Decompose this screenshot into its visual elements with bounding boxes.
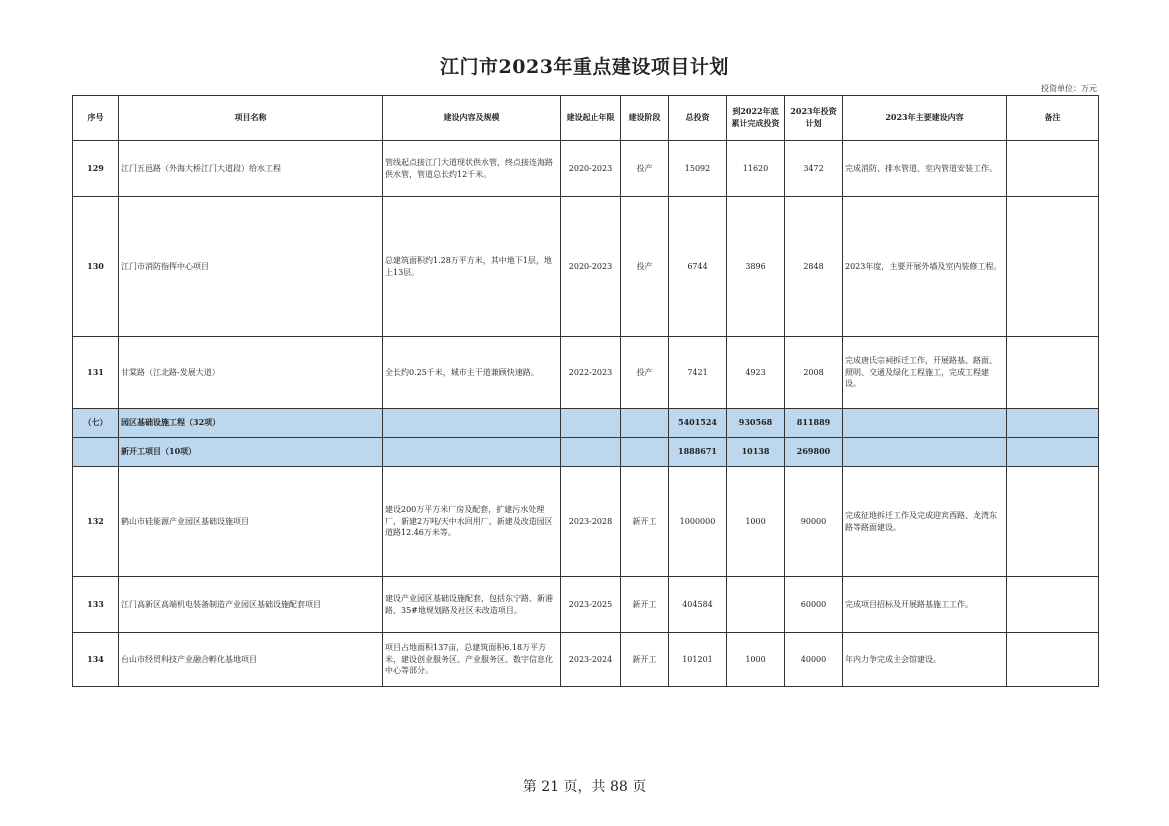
cell-content2023: 2023年度，主要开展外墙及室内装修工程。 (843, 197, 1007, 337)
cell-period (561, 438, 621, 467)
project-table (72, 95, 1099, 687)
cell-name: 新开工项目（10项） (119, 438, 383, 467)
cell-cumulative: 930568 (727, 409, 785, 438)
cell-plan2023: 3472 (785, 141, 843, 197)
cell-period: 2022-2023 (561, 337, 621, 409)
cell-seq: 129 (73, 141, 119, 197)
header-scope: 建设内容及规模 (383, 96, 561, 141)
cell-stage: 新开工 (621, 577, 669, 633)
cell-seq: （七） (73, 409, 119, 438)
group-row (73, 409, 1099, 438)
cell-total: 7421 (669, 337, 727, 409)
cell-remark (1007, 633, 1099, 687)
cell-remark (1007, 438, 1099, 467)
table-row (73, 337, 1099, 409)
cell-scope (383, 438, 561, 467)
cell-stage: 投产 (621, 197, 669, 337)
cell-seq: 130 (73, 197, 119, 337)
cell-name: 鹤山市硅能源产业园区基础设施项目 (119, 467, 383, 577)
cell-stage: 新开工 (621, 467, 669, 577)
cell-cumulative: 11620 (727, 141, 785, 197)
cell-plan2023: 269800 (785, 438, 843, 467)
cell-stage: 投产 (621, 337, 669, 409)
cell-cumulative: 1000 (727, 467, 785, 577)
cell-seq: 132 (73, 467, 119, 577)
cell-total: 15092 (669, 141, 727, 197)
header-remark: 备注 (1007, 96, 1099, 141)
cell-period (561, 409, 621, 438)
table-row (73, 467, 1099, 577)
cell-stage: 投产 (621, 141, 669, 197)
cell-scope: 项目占地面积137亩，总建筑面积6.18万平方米，建设创业服务区、产业服务区、数字信息化中心等部分。 (383, 633, 561, 687)
cell-cumulative (727, 577, 785, 633)
cell-total: 1000000 (669, 467, 727, 577)
table-row (73, 577, 1099, 633)
cell-scope: 总建筑面积约1.28万平方米，其中地下1层，地上13层。 (383, 197, 561, 337)
page-footer: 第 21 页，共 88 页 (522, 779, 647, 795)
cell-remark (1007, 337, 1099, 409)
header-seq: 序号 (73, 96, 119, 141)
cell-stage (621, 409, 669, 438)
table-row (73, 633, 1099, 687)
cell-total: 5401524 (669, 409, 727, 438)
group-row (73, 438, 1099, 467)
cell-stage: 新开工 (621, 633, 669, 687)
cell-cumulative: 3896 (727, 197, 785, 337)
cell-period: 2023-2024 (561, 633, 621, 687)
cell-cumulative: 10138 (727, 438, 785, 467)
cell-remark (1007, 197, 1099, 337)
unit-note: 投资单位：万元 (1041, 84, 1097, 93)
cell-period: 2023-2028 (561, 467, 621, 577)
cell-seq: 134 (73, 633, 119, 687)
cell-total: 404584 (669, 577, 727, 633)
cell-remark (1007, 577, 1099, 633)
cell-plan2023: 40000 (785, 633, 843, 687)
table-row (73, 197, 1099, 337)
header-content2023: 2023年主要建设内容 (843, 96, 1007, 141)
cell-seq: 133 (73, 577, 119, 633)
cell-plan2023: 811889 (785, 409, 843, 438)
cell-cumulative: 4923 (727, 337, 785, 409)
table-row (73, 141, 1099, 197)
header-name: 项目名称 (119, 96, 383, 141)
cell-plan2023: 90000 (785, 467, 843, 577)
cell-plan2023: 2008 (785, 337, 843, 409)
cell-scope: 建设200万平方米厂房及配套，扩建污水处理厂，新建2万吨/天中水回用厂，新建及改造园区道路12.46万米等。 (383, 467, 561, 577)
page-title: 江门市2023年重点建设项目计划 (440, 56, 729, 78)
cell-plan2023: 60000 (785, 577, 843, 633)
cell-content2023: 完成项目招标及开展路基施工工作。 (843, 577, 1007, 633)
header-cumulative: 到2022年底累计完成投资 (727, 96, 785, 141)
cell-cumulative: 1000 (727, 633, 785, 687)
cell-stage (621, 438, 669, 467)
cell-period: 2020-2023 (561, 197, 621, 337)
cell-name: 江门高新区高端机电装备制造产业园区基础设施配套项目 (119, 577, 383, 633)
cell-name: 江门市消防指挥中心项目 (119, 197, 383, 337)
cell-seq (73, 438, 119, 467)
cell-name: 园区基础设施工程（32项） (119, 409, 383, 438)
cell-scope: 建设产业园区基础设施配套，包括东宁路、新港路、35#地规划路及社区未改造项目。 (383, 577, 561, 633)
cell-remark (1007, 141, 1099, 197)
cell-name: 台山市经贸科技产业融合孵化基地项目 (119, 633, 383, 687)
cell-content2023: 年内力争完成主会馆建设。 (843, 633, 1007, 687)
cell-content2023: 完成征地拆迁工作及完成迎宾西路、龙湾东路等路面建设。 (843, 467, 1007, 577)
cell-scope (383, 409, 561, 438)
cell-remark (1007, 409, 1099, 438)
cell-scope: 全长约0.25千米，城市主干道兼顾快速路。 (383, 337, 561, 409)
cell-total: 6744 (669, 197, 727, 337)
cell-content2023: 完成消防、排水管道、室内管道安装工作。 (843, 141, 1007, 197)
cell-period: 2020-2023 (561, 141, 621, 197)
cell-seq: 131 (73, 337, 119, 409)
cell-name: 江门五邑路（外海大桥江门大道段）给水工程 (119, 141, 383, 197)
header-period: 建设起止年限 (561, 96, 621, 141)
cell-plan2023: 2848 (785, 197, 843, 337)
cell-content2023 (843, 409, 1007, 438)
header-plan2023: 2023年投资计划 (785, 96, 843, 141)
cell-total: 1888671 (669, 438, 727, 467)
header-total: 总投资 (669, 96, 727, 141)
cell-content2023 (843, 438, 1007, 467)
cell-period: 2023-2025 (561, 577, 621, 633)
header-stage: 建设阶段 (621, 96, 669, 141)
header-row (73, 96, 1099, 141)
cell-content2023: 完成唐氏宗祠拆迁工作，开展路基、路面、照明、交通及绿化工程施工，完成工程建设。 (843, 337, 1007, 409)
cell-total: 101201 (669, 633, 727, 687)
cell-remark (1007, 467, 1099, 577)
cell-name: 甘棠路（江北路-发展大道） (119, 337, 383, 409)
cell-scope: 管线起点接江门大道现状供水管，终点接连海路供水管，管道总长约12千米。 (383, 141, 561, 197)
